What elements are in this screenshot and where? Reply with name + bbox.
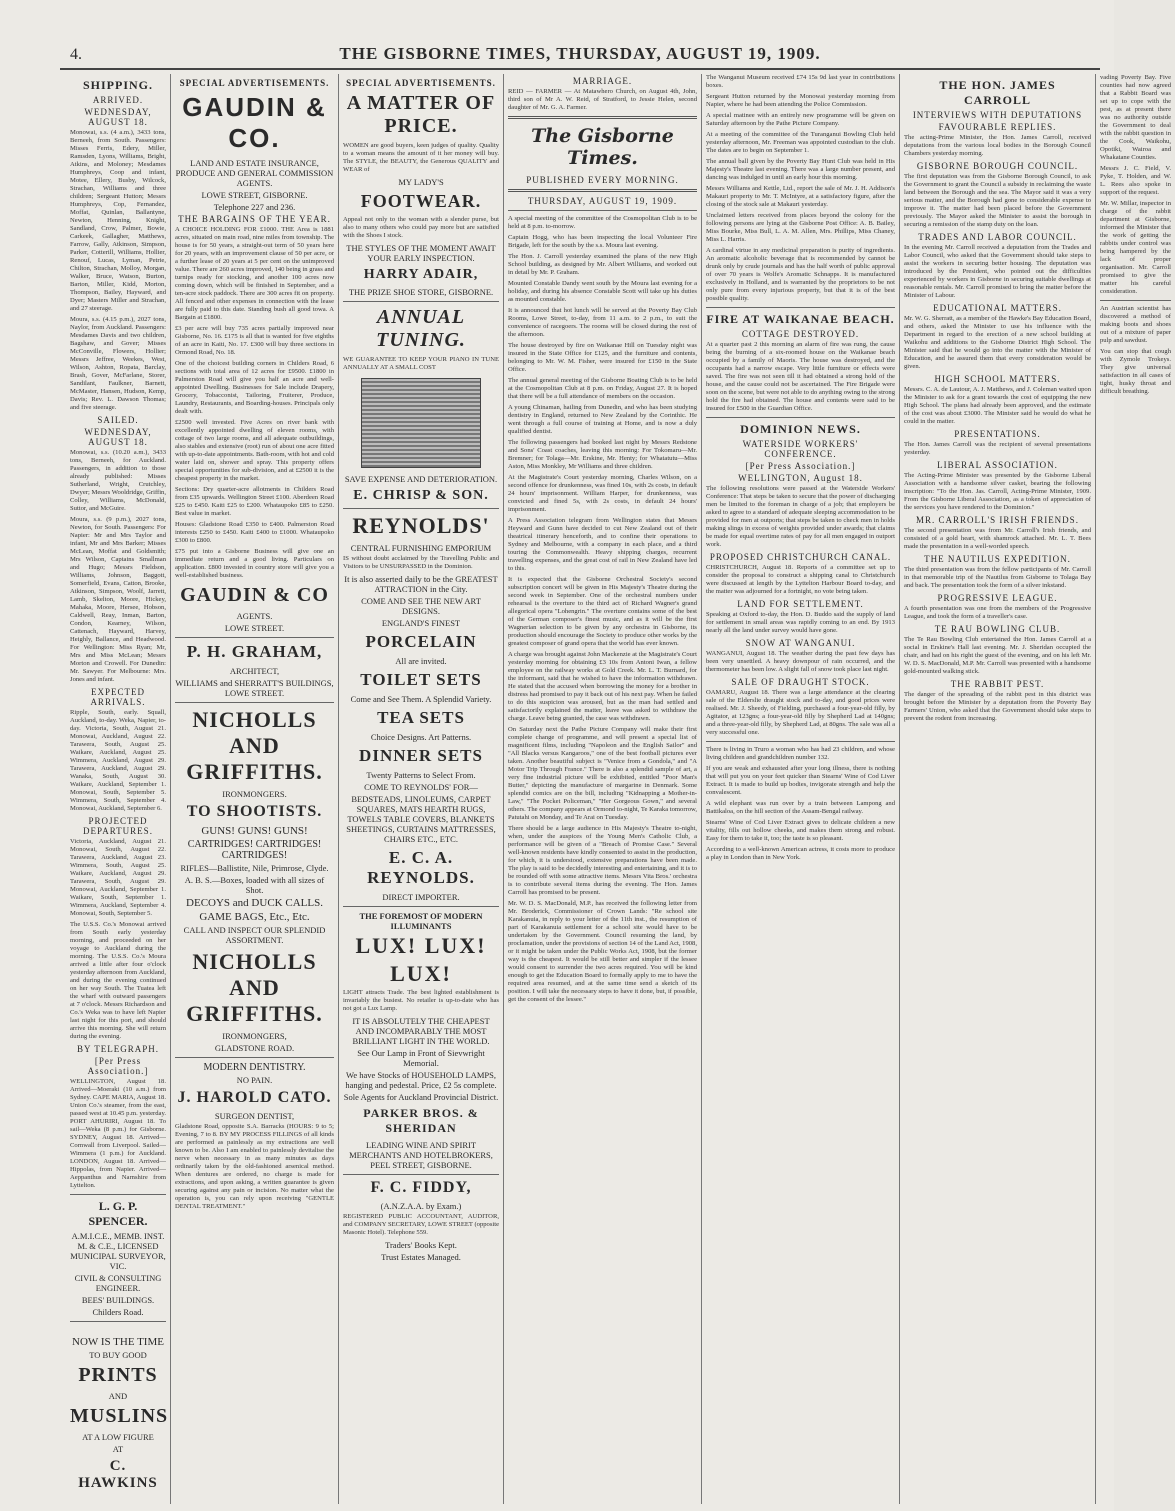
favourable-heading: FAVOURABLE REPLIES. xyxy=(938,122,1057,132)
reynolds-title: REYNOLDS' xyxy=(352,513,490,538)
news-item: A young Chinaman, hailing from Dunedin, and who has been studying dentistry in England, returned to New Zealand by the Corinthic. He went through a full course of training at Home, and is now a duly qualified dentist. xyxy=(508,404,697,435)
canal-heading: PROPOSED CHRISTCHURCH CANAL. xyxy=(709,552,892,562)
column-special-ads xyxy=(170,74,338,1504)
gaudin-agents-sub: AGENTS. xyxy=(236,611,273,621)
projected-heading: PROJECTED DEPARTURES. xyxy=(83,816,153,836)
decoys-text: DECOYS and DUCK CALLS. xyxy=(186,897,323,909)
draught-text: OAMARU, August 18. There was a large attendance at the clearing sale of the Elderslie draught stock and to-day, and good prices were realised. Mr. J. Sheedy, of Fielding, purchased a four-year-old filly, by Agitator, at 123gns; a four-year-old filly by Shepherd Lad at 140gns; and a three-year-old filly, by Shepherd Lad, at 80gns. The sale was all a very successful one. xyxy=(706,689,896,736)
carroll-sub: INTERVIEWS WITH DEPUTATIONS xyxy=(912,110,1083,120)
at-text: AT xyxy=(112,1444,124,1454)
chrisp-name: E. CHRISP & SON. xyxy=(353,488,489,503)
news-item: You can stop that cough with Zymole Trokeys. They give universal satisfaction in all cases of tight, husky throat and difficult breathing. xyxy=(1100,348,1171,395)
dinner-sets-sub: Twenty Patterns to Select From. xyxy=(366,770,476,780)
irish-heading: MR. CARROLL'S IRISH FRIENDS. xyxy=(916,515,1079,525)
divider xyxy=(70,1321,166,1322)
no-pain-text: NO PAIN. xyxy=(236,1075,273,1085)
gaudin-agents-street: LOWE STREET. xyxy=(224,623,285,633)
column-editorial xyxy=(503,74,701,1504)
marriage-heading: MARRIAGE. xyxy=(572,76,633,86)
waterside-heading: WATERSIDE WORKERS' CONFERENCE. xyxy=(742,439,859,459)
fiddy-text: REGISTERED PUBLIC ACCOUNTANT, AUDITOR, and COMPANY SECRETARY, LOWE STREET (opposite Masonic Hotel). Telephone 559. xyxy=(343,1213,499,1236)
press-association: [Per Press Association.] xyxy=(745,461,856,471)
page-number: 4. xyxy=(70,46,82,63)
matter-of-price-title: A MATTER OF PRICE. xyxy=(346,92,496,137)
column-shipping xyxy=(66,74,170,1504)
bowling-text: The Te Rau Bowling Club entertained the Hon. James Carroll at a social in Erskine's Hall last evening. Mr. J. Sheridan occupied the chair, and had on his right the guest of the evening, and on his left Mr. W. D. S. MacDonald, M.P. Mr. Carroll was presented with a handsome gold-mounted walking stick. xyxy=(904,636,1091,675)
now-line-1: NOW IS THE TIME xyxy=(72,1336,164,1348)
news-item: Mounted Constable Dandy went south by the Moura last evening for a holiday, and during his absence Constable Scott will take up his duties as mounted constable. xyxy=(508,280,697,303)
presentations-heading: PRESENTATIONS. xyxy=(954,429,1041,439)
news-item: The following passengers had booked last night by Messrs Redstone and Sons' Coast coaches, leaving this morning: For Tokomaru—Mr. Bremner; for Tolaga—Mr. Erskine, Mr. Henty; for Whatatutu—Miss Aston, Miss Monkley, Mr Williams and three children. xyxy=(508,439,697,470)
dominion-heading: DOMINION NEWS. xyxy=(740,422,861,436)
news-item: The annual ball given by the Poverty Bay Hunt Club was held in His Majesty's Theatre last evening. There was a large number present, and dancing was indulged in until an early hour this morning. xyxy=(706,158,895,181)
cartridges-text: CARTRIDGES! CARTRIDGES! CARTRIDGES! xyxy=(187,839,322,861)
prints-heading: PRINTS xyxy=(78,1364,158,1386)
marriage-text: REID — FARMER — At Matawhero Church, on August 4th, John, third son of Mr A. W. Reid, of Stratford, to Jessie Helen, second daughter of Mr. G. A. Farmer. xyxy=(508,88,697,111)
tea-sets-sub: Choice Designs. Art Patterns. xyxy=(370,732,472,742)
spencer-street: Childers Road. xyxy=(92,1307,144,1317)
masthead xyxy=(60,42,1100,70)
canal-text: CHRISTCHURCH, August 18. Reports of a committee set up to consider the proposal to construct a shipping canal to Christchurch were discussed at length by the Lyttelton Harbour Board to-day, and the matter was adjourned for a fortnight, no vote being taken. xyxy=(706,564,895,595)
uss-text: The U.S.S. Co.'s Monowai arrived from South early yesterday morning, and proceeded on her voyage to Auckland during the morning. The U.S.S. Co.'s Moura arrived a little after four o'clock yesterday afternoon from Auckland, and during the evening continued on her way South. The Tuatea left the wharf with outward passengers at 7 o'clock. Messrs Richardson and Co.'s Weka was to have left Napier last night for this port, and should arrive this morning. She will return during the evening. xyxy=(70,921,166,1040)
news-item: Stearns' Wine of Cod Liver Extract gives to delicate children a new vitality, fills out hollow cheeks, and makes them strong and robust. Easy for them to take it, too; the taste is so pleasant. xyxy=(706,819,895,842)
cheapest-text: IT IS ABSOLUTELY THE CHEAPEST AND INCOMPARABLY THE MOST BRILLIANT LIGHT IN THE WORLD. xyxy=(352,1016,490,1046)
news-item: Messrs Williams and Kettle, Ltd., report the sale of Mr. J. H. Addison's Makauri property to Mr. T. McIntyre, at a satisfactory figure, after the closing of the stock sale at Makauri yesterday. xyxy=(706,185,895,208)
fiddy-name: F. C. FIDDY, xyxy=(370,1179,472,1196)
graham-building: WILLIAMS and SHERRATT'S BUILDINGS, LOWE STREET. xyxy=(175,678,334,698)
rabbit-heading: THE RABBIT PEST. xyxy=(950,679,1045,689)
low-figure-text: AT A LOW FIGURE xyxy=(82,1432,154,1442)
news-item: The annual general meeting of the Gisborne Boating Club is to be held at the Cosmopolitan Club at 8 p.m. on Friday, August 27. It is hoped that there will be a full attendance of members on the occasion. xyxy=(508,377,697,400)
news-item: A special matinee with an entirely new programme will be given on Saturday afternoon by the Pathe Picture Company. xyxy=(706,112,895,127)
divider xyxy=(706,741,895,742)
now-line-2: TO BUY GOOD xyxy=(89,1350,147,1360)
nicholls-title-2: NICHOLLS AND GRIFFITHS. xyxy=(186,949,323,1026)
muslins-heading: MUSLINS xyxy=(70,1405,169,1427)
spencer-name: L. G. P. SPENCER. xyxy=(88,1199,148,1228)
rabbit-text: The danger of the spreading of the rabbit pest in this district was brought before the Minister by a deputation from the Poverty Bay Farmers' Union, who asked that the Government should take steps to prevent the rodent from increasing. xyxy=(904,691,1091,722)
news-item: Captain Hogg, who has been inspecting the local Volunteer Fire Brigade, left for the south by the s.s. Moura last evening. xyxy=(508,234,697,249)
gaudin-street: LOWE STREET, GISBORNE. xyxy=(201,190,308,200)
divider xyxy=(706,417,895,418)
draught-heading: SALE OF DRAUGHT STOCK. xyxy=(731,677,870,687)
sailed-heading: SAILED. xyxy=(97,415,139,425)
special-ads-heading: SPECIAL ADVERTISEMENTS. xyxy=(179,78,330,88)
news-item: A wild elephant was run over by a train between Lampong and Battikaloa, on the hill section of the Assam-Bengal railway. xyxy=(706,800,895,815)
lux-text-2: LUX! xyxy=(390,961,452,986)
porcelain-title: PORCELAIN xyxy=(365,632,477,651)
adair-sub: THE PRIZE SHOE STORE, GISBORNE. xyxy=(348,287,494,297)
published-text: PUBLISHED EVERY MORNING. xyxy=(526,175,679,185)
footwear-title: FOOTWEAR. xyxy=(360,191,482,211)
finest-text: ENGLAND'S FINEST xyxy=(381,618,461,628)
cato-name: J. HAROLD CATO. xyxy=(177,1089,332,1106)
column-continued xyxy=(1095,74,1175,1504)
snow-text: WANGANUI, August 18. The weather during the past few days has been very unsettled. A heavy downpour of rain occurred, and the thermometer has been low. A slight fall of snow took place last night. xyxy=(706,650,895,673)
news-item: Mr. W. Millar, inspector in charge of the rabbit department at Gisborne, informed the Minister that the work of getting the rabbits under control was being hampered by the lack of proper organisation. Mr. Carroll promised to give the matter his careful consideration. xyxy=(1100,200,1171,295)
sole-agents-text: Sole Agents for Auckland Provincial District. xyxy=(343,1092,499,1102)
progressive-heading: PROGRESSIVE LEAGUE. xyxy=(937,593,1058,603)
news-item: If you are weak and exhausted after your long illness, there is nothing that will put you on your feet quicker than Stearns' Wine of Cod Liver Extract. It is made to build up bodies, invigorate strength and help the convalescent. xyxy=(706,765,895,796)
news-item: There should be a large audience in His Majesty's Theatre to-night, when, under the auspices of the Young Men's Catholic Club, a performance will be given of a "Breach of Promise Case." Several well-known residents have kindly consented to assist in the production, for which, it is understood, extensive preparations have been made. The play is said to be decidedly interesting and entertaining, and it is to be rounded off with some attractive items. Messrs Vita Bros.' orchestra is to contribute several items during the evening. The Hon. James Carroll has promised to be present. xyxy=(508,825,697,896)
newspaper-title: THE GISBORNE TIMES, THURSDAY, AUGUST 19, 1909. xyxy=(339,44,821,63)
arrived-text-2: Moura, s.s. (4.15 p.m.), 2027 tons, Naylor, from Auckland. Passengers: Mesdames Davis and two children, Bagshaw, and Gover; Misses McConville, Flowers, Hollier; Messrs Jeffree, Weekes, West, Wilson, Ashton, Ropata, Barclay, Brash, Gover, McFarlane, Storer, Sandilant, Faulkner, Barnett, McMaster, Hansen, Hudson, Kemp, Davis; Rev. L. Dawson Thomas; and five steerage. xyxy=(70,316,166,411)
nautilus-heading: THE NAUTILUS EXPEDITION. xyxy=(924,554,1071,564)
gisborne-times-title: The Gisborne Times. xyxy=(531,125,674,169)
highschool-text: Messrs. C. A. de Lautour, A. J. Matthews, and J. Coleman waited upon the Minister to ask for a grant towards the cost of equipping the new High School. The plans had already been approved, and the estimate of the cost was about £3000. The Minister said he would do what he could in the matter. xyxy=(904,386,1091,425)
settlement-text: Speaking at Oxford to-day, the Hon. D. Buddo said the supply of land for settlement in small areas was rapidly coming to an end. By 1913 nearly all the land under survey would have gone. xyxy=(706,611,895,634)
news-item: Sergeant Hutton returned by the Monowai yesterday morning from Napier, where he had been attending the Police Commission. xyxy=(706,93,895,108)
borough-text: The first deputation was from the Gisborne Borough Council, to ask the Government to grant the Council a subsidy in reclaiming the waste land between the Borough and the sea. The Mayor said it was a very serious matter, and the Borough had gone to considerable expense to improve it. The matter had been placed before the Government previously. The Mayor asked the Minister to assist the borough in securing a remission of the stamp duty on the loan. xyxy=(904,173,1091,228)
porcelain-sub: All are invited. xyxy=(395,656,447,666)
gamebags-text: GAME BAGS, Etc., Etc. xyxy=(199,911,310,923)
nicholls-sub-2: IRONMONGERS, xyxy=(222,1031,287,1041)
bargains-text-4: £2500 well invested. Five Acres on river bank with excellently appointed dwelling of eleven rooms, with cottage of two large rooms, and all adequate outbuildings, also stables and extensive (root) run of about one acre fitted with up-to-date appointments. Bath-room, with hot and cold water laid on, shower and spray. This property offers special opportunities for sub-division, and at £2500 it is the cheapest property in the market. xyxy=(175,419,334,482)
my-ladys-text: MY LADY'S xyxy=(398,177,444,187)
inspect-text: CALL AND INSPECT OUR SPLENDID ASSORTMENT. xyxy=(183,925,326,945)
highschool-heading: HIGH SCHOOL MATTERS. xyxy=(934,374,1061,384)
telegraph-sub: [Per Press Association.] xyxy=(87,1056,149,1076)
gaudin-agents-title: GAUDIN & CO xyxy=(180,584,329,606)
bargains-text-7: £75 put into a Gisborne Business will give one an immediate return and a good living. Particulars on application. £800 invested in country store will give you a well-established business. xyxy=(175,548,334,579)
news-item: At the Magistrate's Court yesterday morning, Charles Wilson, on a second offence for drunkenness, was fined 10s, with 2s costs, in default 24 hours' imprisonment. William Harper, for drunkenness, was convicted and fined 5s, with 2s costs, in default 24 hours' imprisonment. xyxy=(508,474,697,513)
news-item: The Hon. J. Carroll yesterday examined the plans of the new High School building, as designed by Mr. Albert Williams, and worked out in detail by Mr. P. Graham. xyxy=(508,253,697,276)
annual-tuning-title: ANNUAL TUNING. xyxy=(376,306,466,351)
trust-text: Trust Estates Managed. xyxy=(381,1252,461,1262)
liberal-heading: LIBERAL ASSOCIATION. xyxy=(937,460,1058,470)
tea-sets-title: TEA SETS xyxy=(377,708,465,727)
guns-text: GUNS! GUNS! GUNS! xyxy=(201,825,308,837)
reynolds-text: IS without doubt acclaimed by the Travelling Public and Visitors to be UNSURPASSED in the Dominion. xyxy=(343,555,499,570)
arrived-heading: ARRIVED. xyxy=(92,95,144,105)
toilet-sets-title: TOILET SETS xyxy=(360,670,482,689)
divider xyxy=(706,307,895,308)
fire-sub: COTTAGE DESTROYED. xyxy=(741,329,860,339)
trades-text: In the evening Mr. Carroll received a deputation from the Trades and Labor Council, who asked that the Government should take steps to assist the workers in securing better housing. The deputation was introduced by the President, who pointed out the difficulties experienced by workers in Gisborne in securing suitable dwellings at reasonable rentals. Mr. Carroll promised to bring the matter before the Minister of Labour. xyxy=(904,244,1091,299)
progressive-text: A fourth presentation was one from the members of the Progressive League, and took the form of a traveller's case. xyxy=(904,605,1091,620)
special-ads-heading-2: SPECIAL ADVERTISEMENTS. xyxy=(346,78,496,88)
shot-text: A. B. S.—Boxes, loaded with all sizes of Shot. xyxy=(184,875,325,895)
spencer-title: A.M.I.C.E., MEMB. INST. M. & C.E., LICENSED MUNICIPAL SURVEYOR, VIC. xyxy=(70,1231,166,1271)
graham-name: P. H. GRAHAM, xyxy=(186,642,323,661)
news-item: Unclaimed letters received from places beyond the colony for the following persons are lying at the Gisborne Post Office: A. B. Bailey, Miss Bourke, Miss Bull, L. A. M. Allen, Mrs. Phillips, Miss Chaney, Miss L. Harris. xyxy=(706,212,895,243)
irish-text: The second presentation was from Mr. Carroll's Irish friends, and consisted of a gold heart, with shamrock attached. Mr. L. T. Bees made the presentation in a well-worded speech. xyxy=(904,527,1091,550)
spencer-address: BEES' BUILDINGS. xyxy=(81,1295,155,1305)
spencer-role: CIVIL & CONSULTING ENGINEER. xyxy=(74,1273,162,1293)
projected-text: Victoria, Auckland, August 21. Monowai, South, August 22. Tarawera, Auckland, August 23. Wimmera, South, August 25. Waikare, Auckland, August 29. Tarawera, South, August 29. Monowai, Auckland, September 1. Waikare, South, September 1. Wimmera, Auckland, September 4. Monowai, South, September 5. xyxy=(70,838,166,917)
come-see-text: COME AND SEE THE NEW ART DESIGNS. xyxy=(361,596,481,616)
sailed-text: Monowai, s.s. (10.20 a.m.), 3433 tons, Berneeh, for Auckland. Passengers, in addition to those already published: Misses Sutherland, Wright, Crutchley, Dwyer; Messrs Wooldridge, Griffin, Colley, Williams, McDonald, Suttor, and McGuire. xyxy=(70,449,166,512)
telegraph-text: WELLINGTON, August 18. Arrived—Moeraki (10 a.m.) from Sydney. CAPE MARIA, August 18. Union Co.'s steamer, from the east, passed west at 10.45 p.m. yesterday. PORT AHURIRI, August 18. To sail—Weka (8 p.m.) for Gisborne. SYDNEY, August 18. Arrived—Cornwall from Liverpool. Sailed—Wimmera (1 p.m.) for Auckland. LONDON, August 18. Arrived—Hippolas, from Napier. Arrived—Aeppanthus and Narnshire from Lyttelton. xyxy=(70,1078,166,1189)
news-item: At a meeting of the committee of the Turanganui Bowling Club held yesterday afternoon, Mr. Freeman was appointed custodian to the club. The dates are to begin on September 1. xyxy=(706,131,895,154)
cato-text: Gladstone Road, opposite S.A. Barracks (HOURS: 9 to 5; Evening, 7 to 8. BY MY PROCESS FILLINGS of all kinds are performed as painlessly as my extractions are well known to be. Also I am enabled to painlessly devitalise the nerve when necessary in as many minutes as days ordinarily taken by the old-fashioned arsenical method. When dentures are ordered, no charge is made for extractions, and upon asking, a written guarantee is given securing against any pain or incision. No matter what the operation is, you can rely upon receiving "GENTLE DENTAL TREATMENT." xyxy=(175,1123,334,1210)
shootists-heading: TO SHOOTISTS. xyxy=(186,803,323,820)
lux-text: LIGHT attracts Trade. The best lighted establishment is invariably the busiest. No retailer is up-to-date who has not got a Lux Lamp. xyxy=(343,989,499,1012)
news-item: The house destroyed by fire on Waikanae Hill on Tuesday night was insured in the State Office for £125, and the furniture and contents, belonging to Mr. W. M. Fisher, were insured for £150 in the State Office. xyxy=(508,342,697,373)
reynolds-sub: CENTRAL FURNISHING EMPORIUM xyxy=(350,543,492,553)
nicholls-address-2: GLADSTONE ROAD. xyxy=(214,1043,295,1053)
adair-name: HARRY ADAIR, xyxy=(363,267,479,282)
waterside-text: The following resolutions were passed at the Waterside Workers' Conference: That steps be taken to secure that the power of discharging men be limited to the foreman in charge of a job; that employers be asked to agree to a standard of adequate sleeping accommodation to be provided for men at outports; that steps be taken to check men in holds making slings in excess of weights provided under awards; that claims be made for equal overtime rates of pay for all men engaged in outport work. xyxy=(706,485,895,548)
ecar-sub: DIRECT IMPORTER. xyxy=(382,892,460,902)
toilet-sets-sub: Come and See Them. A Splendid Variety. xyxy=(350,694,492,704)
save-expense-text: SAVE EXPENSE AND DETERIORATION. xyxy=(344,474,498,484)
bargains-text-5: Sections: Dry quarter-acre allotments in Childers Road from £35 upwards. Wellington Street £100. Aberdeen Road £25 to £450. Kaiti £25 to £200. Whataupoko £85 to £250. Best value in market. xyxy=(175,486,334,517)
gaudin-sub: LAND AND ESTATE INSURANCE, PRODUCE AND GENERAL COMMISSION AGENTS. xyxy=(175,158,334,188)
cato-role: SURGEON DENTIST, xyxy=(214,1111,295,1121)
fiddy-sub: (A.N.Z.A.A. by Exam.) xyxy=(380,1201,462,1211)
foremost-text: THE FOREMOST OF MODERN ILLUMINANTS xyxy=(359,911,483,931)
see-our-lamp-text: See Our Lamp in Front of Sievwright Memorial. xyxy=(357,1048,485,1068)
lux-text-1: LUX! LUX! xyxy=(355,933,487,958)
news-item: vading Poverty Bay. Five counties had now agreed that a Rabbit Board was set up to cope with the pest, as at present there was no authority outside the Government to deal with the rabbit question in the Cook, Waikohu, Opotiki, Wairoa and Whakatane Counties. xyxy=(1100,74,1171,161)
divider xyxy=(343,1174,499,1175)
news-item: The Wanganui Museum received £74 15s 9d last year in contributions boxes. xyxy=(706,74,895,89)
divider xyxy=(508,189,697,192)
column-carroll xyxy=(899,74,1095,1504)
divider xyxy=(70,1194,166,1195)
news-item: An Austrian scientist has discovered a method of making boots and shoes out of a mixture of paper pulp and sawdust. xyxy=(1100,305,1171,344)
rifles-text: RIFLES—Ballistite, Nile, Primrose, Clyde. xyxy=(180,863,329,873)
news-item: Messrs J. C. Field, V. Pyke, T. Holden, and W. L. Rees also spoke in support of the request. xyxy=(1100,165,1171,196)
items-text: BEDSTEADS, LINOLEUMS, CARPET SQUARES, MATS HEARTH RUGS, TOWELS TABLE COVERS, BLANKETS SHEETINGS, CURTAINS MATTRESSES, CHAIRS ETC., ETC. xyxy=(346,794,496,844)
telegraph-heading: BY TELEGRAPH. xyxy=(76,1044,159,1054)
parker-sub: LEADING WINE AND SPIRIT MERCHANTS AND HOTELBROKERS, PEEL STREET, GISBORNE. xyxy=(349,1140,493,1170)
news-item: A charge was brought against John Mackenzie at the Magistrate's Court yesterday morning for obtaining £3 10s from Antoni Iwan, a fellow employee on the railway works at Gold Creek. Mr. L. T. Burnard, for the informant, said that he wished to have the information withdrawn. He stated that the accused when borrowing the money for a brother in distress had promised to pay it back out of his next pay. When he failed to do this suspicion was aroused, but as the man had settled and satisfactorily explained the matter, leave was asked to withdraw the charge. Leave being granted, the case was withdrawn. xyxy=(508,651,697,722)
dentistry-heading: MODERN DENTISTRY. xyxy=(203,1062,306,1073)
trades-heading: TRADES AND LABOR COUNCIL. xyxy=(918,232,1077,242)
shipping-heading: SHIPPING. xyxy=(82,78,153,92)
bargains-text: A CHOICE HOLDING FOR £1000. THE Area is 1881 acres, situated on main road, nine miles from township. The house is for 50 years, a straight-out term of 50 years here for 20 years, with an improvement clause of 50 per acre, or a further lease of 20 years at 5 per cent on the unimproved value. There are 260 acres improved, 140 being in grass and turnips ready for stocking, and another 100 acres now coming down, which will be finished in September, and a ten-acre stock paddock. There are 300 acres fit on property. All fenced and other expenses in connection with the lease are fully paid to this date. Standing bush all good towa. A Bargain at £1800. xyxy=(175,226,334,321)
come-reynolds-text: COME TO REYNOLDS' FOR— xyxy=(364,782,478,792)
parker-name: PARKER BROS. & SHERIDAN xyxy=(363,1106,479,1135)
attraction-text: It is also asserted daily to be the GREATEST ATTRACTION in the City. xyxy=(344,574,498,594)
borough-heading: GISBORNE BOROUGH COUNCIL. xyxy=(916,161,1079,171)
news-item: It is announced that hot lunch will be served at the Poverty Bay Club Rooms, Lowe Street, to-day, from 11 a.m. to 2 p.m., to suit the convenience of racegoers. The rooms will be closed during the rest of the afternoon. xyxy=(508,307,697,338)
traders-text: Traders' Books Kept. xyxy=(385,1240,457,1250)
tuning-text: WE GUARANTEE TO KEEP YOUR PIANO IN TUNE ANNUALLY AT A SMALL COST xyxy=(343,356,499,371)
editorial-date: THURSDAY, AUGUST 19, 1909. xyxy=(527,196,678,206)
nicholls-sub: IRONMONGERS. xyxy=(222,789,287,799)
graham-role: ARCHITECT, xyxy=(229,666,280,676)
presentations-text: The Hon. James Carroll was the recipient of several presentations yesterday. xyxy=(904,441,1091,456)
matter-text: WOMEN are good buyers, keen judges of quality. Quality to a woman means the amount of it her money will buy. The STYLE, the BEAUTY, the Generous QUALITY and WEAR of xyxy=(343,142,499,173)
liberal-text: The Acting-Prime Minister was presented by the Gisborne Liberal Association with a handsome silver casket, bearing the following inscription: "To the Hon. Jas. Carroll, Acting-Prime Minister, 1909. From the Gisborne Liberal Association, as a token of appreciation of the services you have rendered to the Dominion." xyxy=(904,472,1091,511)
fire-text: At a quarter past 2 this morning an alarm of fire was rung, the cause being the burning of a six-roomed house on the Waikanae beach occupied by a family of Maoris. The house was destroyed, and the occupants had a narrow escape. Very little furniture or effects were saved. The fire was not seen till it had obtained a strong hold of the house, and the cause could not be ascertained. The Fire Brigade were soon on the scene, but were not able to do anything owing to the strong hold the fire had obtained. The house and contents were said to be insured for £500 in the Guardian Office. xyxy=(706,341,895,412)
divider xyxy=(175,1057,334,1058)
educational-text: Mr. W. G. Sherratt, as a member of the Hawke's Bay Education Board, and others, asked the Minister to use his influence with the Department in regard to the erection of a new school building at Waikohu and additions to the Gisborne District High School. The Minister said that he would go into the matter with the Minister of Education, and he assured them that every consideration would be given. xyxy=(904,315,1091,370)
news-item: On Saturday next the Pathe Picture Company will make their first complete change of programme, and will present a special list of magnificent films, including "Napoleon and the English Sailor" and "All Blacks versus Kangaroos," one of the best football pictures ever taken. Another beautiful subject is "Venice from a Gondola," and "A Motor Trip Through France." There is also a splendid sample of art, a very fine industrial picture will be exhibited, entitled "Poor Man's Butter," depicting the manufacture of margarine in Denmark. Some splendid comics are on the bill, including "Kidnapping a Mother-in-Law," "The Pocket Policeman," "Her Gorgeous Gown," and several others. The company appears at Ormond to-night, Te Karaka tomorrow, Patutahi on Monday, and Te Arai on Tuesday. xyxy=(508,726,697,821)
news-item: A special meeting of the committee of the Cosmopolitan Club is to be held at 8 p.m. to-morrow. xyxy=(508,215,697,230)
bargains-text-3: One of the choicest building corners in Childers Road, 6 sections with total area of 12 acres for £9500. £1800 in Palmerston Road will give you half an acre and well-appointed Dwelling. Businesses for Sale include Drapery, Grocery, Tobacconist, Tailoring, Fruiterer, Produce, Laundry, Restaurants, and Boarding-houses. Principals only dealt with. xyxy=(175,360,334,415)
nautilus-text: The third presentation was from the fellow participants of Mr. Carroll in that memorable trip of the Nautilus from Gisborne to Tolaga Bay and back. The presentation took the form of a silver inkstand. xyxy=(904,566,1091,589)
expected-text: Ripple, South, early. Squall, Auckland, to-day. Weka, Napier, to-day. Victoria, South, August 21. Monowai, Auckland, August 22. Tarawera, South, August 25. Waikare, Auckland, August 25. Wimmera, Auckland, August 29. Tarawera, Auckland, August 29. Wanaka, South, August 30. Waikare, Auckland, September 1. Monowai, South, September 5. Wimmera, South, September 4. Monowai, Auckland, September 6. xyxy=(70,709,166,812)
bargains-heading: THE BARGAINS OF THE YEAR. xyxy=(178,214,331,224)
gaudin-title: GAUDIN & CO. xyxy=(182,92,327,153)
stocks-text: We have Stocks of HOUSEHOLD LAMPS, hanging and pedestal. Price, £2 5s complete. xyxy=(345,1070,497,1090)
expected-heading: EXPECTED ARRIVALS. xyxy=(90,687,146,707)
arrived-text: Monowai, s.s. (4 a.m.), 3433 tons, Berneeh, from South. Passengers: Misses Ferris, Edery, Miller, Ramsden, Lyons, Williams, Bright, Atkins, and Moloney; Mesdames Humphreys, Coop and infant, Motee, Ellery, Busby, Wilcock, Strachan, Williams and three children; Sergeant Hutton; Messrs Humphreys, Cop, Fernandez, Moffat, Quinlan, Ballantyne, Newton, Henning, Knight, Sandland, Crow, Palmer, Bowie, Carkeek, Gallagher, Matthews, Farrow, Gally, Atkinson, Simpson, Parker, Cotterill, Williams, Hollier, Renouf, Lucas, Lyman, Petrie, Chilton, Strachan, Molloy, Morgan, Walker, Bruce, Watson, Burton, Barton, Miller, Kidd, Morton, Thompson, Bailey, Hayward, and Dyer; Masters Miller and Strachan, and 27 steerage. xyxy=(70,129,166,312)
gaudin-telephone: Telephone 227 and 236. xyxy=(213,202,296,212)
column-news xyxy=(701,74,899,1504)
bargains-text-6: Houses: Gladstone Road £350 to £400. Palmerston Road interests £250 to £450. Kaiti £400 to £1000. Whataupoko £300 to £800. xyxy=(175,521,334,544)
news-item: There is living in Truro a woman who has had 23 children, and whose living children and grandchildren number 132. xyxy=(706,746,895,761)
and-text: AND xyxy=(108,1391,128,1401)
snow-heading: SNOW AT WANGANUI. xyxy=(745,638,856,648)
carroll-intro: The acting-Prime Minister, the Hon. James Carroll, received deputations from the various local bodies in the Borough Council Chambers yesterday morning. xyxy=(904,134,1091,157)
column-advertisements xyxy=(338,74,503,1504)
divider xyxy=(175,637,334,638)
news-item: A cardinal virtue in any medicinal preparation is purity of ingredients. An aromatic alcoholic beverage that is recommended by cannot be drunk only by crude journals and has the half worth of public approval of over 70 years is Wolfe's Aromatic Schnapps. It is manufactured exclusively in Holland, and is warranted by the proprietors to be not only pure from every injurious property, but that it is of the best possible quality. xyxy=(706,247,895,302)
sailed-date: WEDNESDAY, AUGUST 18. xyxy=(84,427,152,447)
news-item: A Press Association telegram from Wellington states that Messrs Heyward and Gunn have decided to cut New Zealand out of their theatrical itinerary henceforth, and to confine their operations to Sydney and Melbourne, with a company in each place, and a third touring the Commonwealth. Heavy shipping charges, recurrent travelling expenses, and the great cost of rail in New Zealand have led to this. xyxy=(508,517,697,572)
bargains-text-2: £3 per acre will buy 735 acres partially improved near Gisborne, No. 16. £175 is all that is wanted for five eighths of an acre in Kaiti, No. 17. £300 will buy three sections in Ormond Road, No. 18. xyxy=(175,325,334,356)
news-item: According to a well-known American actress, it costs more to produce a play in London than in New York. xyxy=(706,846,895,861)
divider xyxy=(343,906,499,907)
styles-text: THE STYLES OF THE MOMENT AWAIT YOUR EARLY INSPECTION. xyxy=(346,243,496,263)
news-item: Mr. W. D. S. MacDonald, M.P., has received the following letter from Mr. Broderick, Commissioner of Crown Lands: "Re school site Karakanuia, in reply to your letter of the 11th inst., the resumption of part of Karakanuia settlement for a school site would have to be undertaken by the Government. Council resuming the land, by proclamation, under the provisions of section 14 of the Land Act, 1908, or it might be taken under the Public Works Act, 1908, but the former way is the cheapest. It would be still better and simpler if the lessee would consent to surrender the two acres required. You will be kind enough to get the Education Board to formally apply to me to have the required area resumed, and at the same time send a sketch of its position. I will take the necessary steps to have it done, but, if possible, get the consent of the lessee." xyxy=(508,900,697,1003)
arrived-date: WEDNESDAY, AUGUST 18. xyxy=(84,107,152,127)
dinner-sets-title: DINNER SETS xyxy=(359,746,483,765)
sailed-text-2: Moura, s.s. (9 p.m.), 2027 tons, Newton, for South. Passengers: For Napier: Mr and Mrs Taylor and infant, Mr and Mrs Barker; Misses McLean, Moffat and Goldsmith; Mrs Wilson, Captains Smallman and Hugo; Messrs Fieldson, Williams, Johnson, Baggott, Somerfield, Evans, Catton, Brooke, Atkinson, Simpson, Woolf, Jarrett, Lamb, Skelton, Moore, Hickey, Mahaka, Moore, Hersee, Hobson, Caldwell, Reay, Inman, Barton, Condon, Kearney, Wilson, Cattenach, Hayward, Harvey, Heighly, Ballance, and Headwood. For Wellington: Miss Ryan; Mr, Mrs and Miss McLean; Messrs Morton and Crowell. For Dunedin: Mr. Sawyer. For Melbourne: Mrs. Jones and infant. xyxy=(70,516,166,683)
divider xyxy=(508,210,697,211)
divider xyxy=(1100,300,1171,301)
news-item: It is expected that the Gisborne Orchestral Society's second subscription concert will be given in His Majesty's Theatre during the second week in September. One of the orchestral numbers under rehearsal is the overture to the third act of Richard Wagner's grand allegorical opera "Lohengrin." The overture contains some of the best of the German composer's finest music, and as it will be the first Wagnerian selection to be given by any orchestra in Gisborne, its production should encourage the Society to produce other works by the greatest composer of grand opera that the world has ever known. xyxy=(508,576,697,647)
piano-illustration xyxy=(361,378,481,468)
fire-heading: FIRE AT WAIKANAE BEACH. xyxy=(706,312,895,326)
divider xyxy=(343,508,499,509)
nicholls-title: NICHOLLS AND GRIFFITHS. xyxy=(186,707,323,784)
columns xyxy=(66,74,1171,1504)
ecar-name: E. C. A. REYNOLDS. xyxy=(367,848,475,887)
hawkins-name: C. HAWKINS xyxy=(78,1458,158,1491)
wellington-date: WELLINGTON, August 18. xyxy=(738,473,863,483)
divider xyxy=(343,301,499,302)
bowling-heading: TE RAU BOWLING CLUB. xyxy=(934,624,1061,634)
carroll-heading: THE HON. JAMES CARROLL xyxy=(939,78,1056,107)
educational-heading: EDUCATIONAL MATTERS. xyxy=(933,303,1062,313)
settlement-heading: LAND FOR SETTLEMENT. xyxy=(737,599,864,609)
divider xyxy=(508,116,697,119)
divider xyxy=(175,702,334,703)
footwear-text: Appeal not only to the woman with a slender purse, but also to many others who could pay more but are satisfied with the Shoes I stock. xyxy=(343,216,499,239)
